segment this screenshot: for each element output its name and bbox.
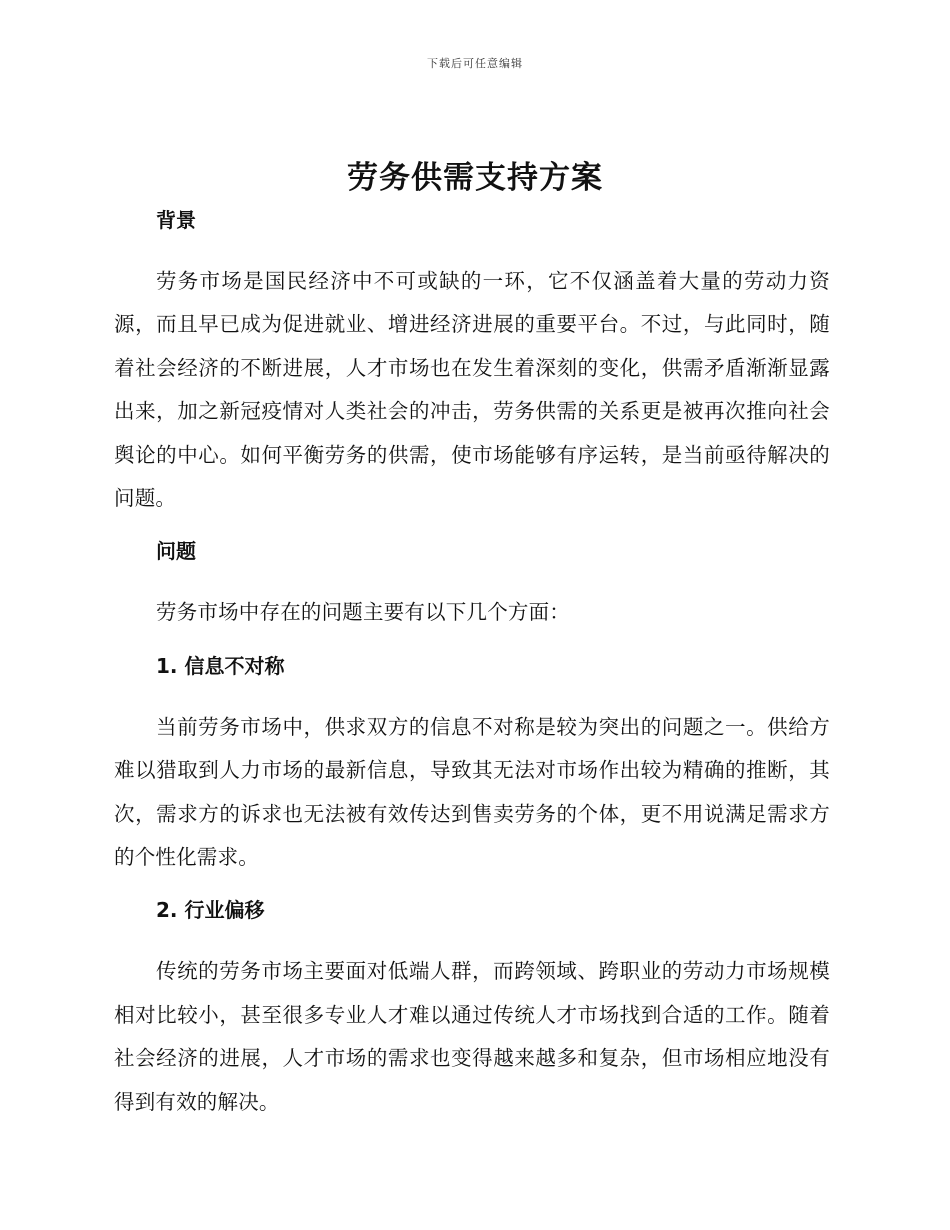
subsection-heading-industry-shift: 2. 行业偏移 [156, 898, 265, 923]
document-title: 劳务供需支持方案 [347, 160, 603, 196]
paragraph-problems-intro: 劳务市场中存在的问题主要有以下几个方面： [156, 600, 570, 625]
header-note: 下载后可任意编辑 [427, 57, 523, 70]
paragraph-background: 劳务市场是国民经济中不可或缺的一环，它不仅涵盖着大量的劳动力资源，而且早已成为促进就业、增进经济进展的重要平台。不过，与此同时，随着社会经济的不断进展，人才市场也在发生着深刻的变化，供需矛盾渐渐显露出来，加之新冠疫情对人类社会的冲击，劳务供需的关系更是被再次推向社会舆论的中心。如何平衡劳务的供需，使市场能够有序运转，是当前亟待解决的问题。 [114, 269, 830, 511]
paragraph-industry-shift: 传统的劳务市场主要面对低端人群，而跨领域、跨职业的劳动力市场规模相对比较小，甚至很多专业人才难以通过传统人才市场找到合适的工作。随着社会经济的进展，人才市场的需求也变得越来越多和复杂，但市场相应地没有得到有效的解决。 [114, 959, 830, 1114]
subsection-heading-info-asymmetry: 1. 信息不对称 [156, 653, 285, 678]
document-body [114, 206, 830, 1124]
paragraph-info-asymmetry: 当前劳务市场中，供求双方的信息不对称是较为突出的问题之一。供给方难以猎取到人力市场的最新信息，导致其无法对市场作出较为精确的推断，其次，需求方的诉求也无法被有效传达到售卖劳务的个体，更不用说满足需求方的个性化需求。 [114, 714, 830, 870]
section-heading-background: 背景 [156, 208, 196, 232]
section-heading-problems: 问题 [156, 539, 196, 564]
